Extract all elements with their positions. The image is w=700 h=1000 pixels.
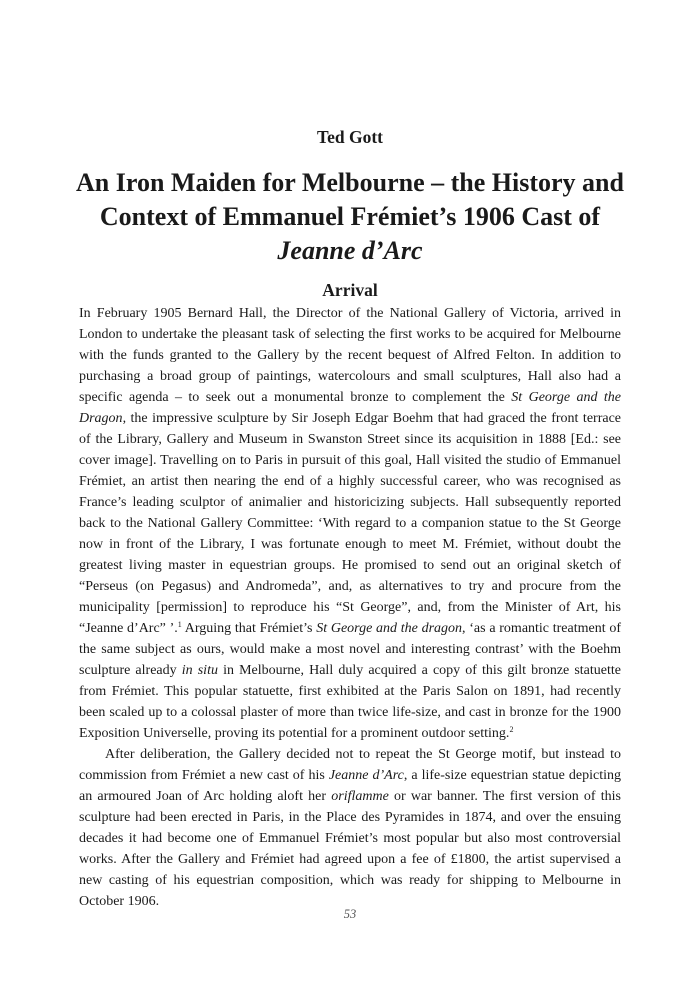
para1-text-1: In February 1905 Bernard Hall, the Director of the National Gallery of Victoria, arrived in London to undertake the pleasant task of selecting the first works to be acquired for Melbourne with the funds granted to the Gallery by the recent bequest of Alfred Felton. In addition to purchasing a broad group of paintings, watercolours and small sculptures, Hall also had a specific agenda – to seek out a monumental bronze to complement the bbox=[79, 306, 621, 405]
para1-italic-1: St George and the Dragon bbox=[79, 390, 622, 426]
paragraph-1 bbox=[79, 303, 621, 744]
footnote-marker-1[interactable]: 1 bbox=[177, 620, 182, 629]
para2-text-3: or war banner. The first version of this sculpture had been erected in Paris, in the Place des Pyramides in 1874, and over the ensuing decades it had become one of Emmanuel Frémiet’s most popular but also most controversial works. After the Gallery and Frémiet had agreed upon a fee of £1800, the artist supervised a new casting of his equestrian composition, which was ready for shipping to Melbourne in October 1906. bbox=[79, 789, 621, 909]
para1-text-2: , the impressive sculpture by Sir Joseph Edgar Boehm that had graced the front terrace of the Library, Gallery and Museum in Swanston Street since its acquisition in 1888 [Ed.: see cover image]. Travelling on to Paris in pursuit of this goal, Hall visited the studio of Emmanuel Frémiet, an artist then nearing the end of a highly successful career, who was recognised as France’s leading sculptor of animalier and historicizing subjects. Hall subsequently reported back to the National Gallery Committee: ‘With regard to a companion statue to the St George now in front of the Library, I was fortunate enough to meet M. Frémiet, without doubt the greatest living master in equestrian groups. He promised to send out an original sketch of “Perseus (on Pegasus) and Andromeda”, and, as alternatives to try and procure from the municipality [permission] to reproduce his “St George”, and, from the Minister of Art, his “Jeanne d’Arc” ’. bbox=[79, 411, 621, 636]
para1-text-5: in Melbourne, Hall duly acquired a copy of this gilt bronze statuette from Frémiet. This popular statuette, first exhibited at the Paris Salon on 1891, had recently been scaled up to a colossal plaster of more than twice life-size, and cast in bronze for the 1900 Exposition Universelle, proving its potential for a prominent outdoor setting. bbox=[79, 663, 621, 741]
title-line-3: Jeanne d’Arc bbox=[277, 236, 423, 265]
body-text bbox=[79, 303, 621, 912]
para1-text-3: Arguing that Frémiet’s bbox=[181, 621, 317, 636]
footnote-marker-2[interactable]: 2 bbox=[509, 725, 514, 734]
title-line-2: Context of Emmanuel Frémiet’s 1906 Cast of bbox=[99, 202, 601, 231]
author-name: Ted Gott bbox=[317, 127, 383, 147]
para2-text-2: , a life-size equestrian statue depicting an armoured Joan of Arc holding aloft her bbox=[79, 768, 622, 804]
para2-italic-1: Jeanne d’Arc bbox=[328, 768, 404, 783]
para1-italic-2: St George and the dragon bbox=[316, 621, 463, 636]
paragraph-2 bbox=[79, 744, 621, 912]
article-title bbox=[60, 166, 640, 268]
para1-italic-3: in situ bbox=[181, 663, 218, 678]
page-number: 53 bbox=[343, 907, 357, 921]
title-line-1: An Iron Maiden for Melbourne – the History and bbox=[76, 168, 624, 197]
para2-italic-2: oriflamme bbox=[331, 789, 389, 804]
para2-text-1: After deliberation, the Gallery decided not to repeat the St George motif, but instead to commission from Frémiet a new cast of his bbox=[79, 747, 621, 783]
para1-text-4: , ‘as a romantic treatment of the same subject as ours, would make a most novel and interesting contrast’ with the Boehm sculpture already bbox=[79, 621, 622, 678]
section-heading: Arrival bbox=[322, 280, 378, 300]
